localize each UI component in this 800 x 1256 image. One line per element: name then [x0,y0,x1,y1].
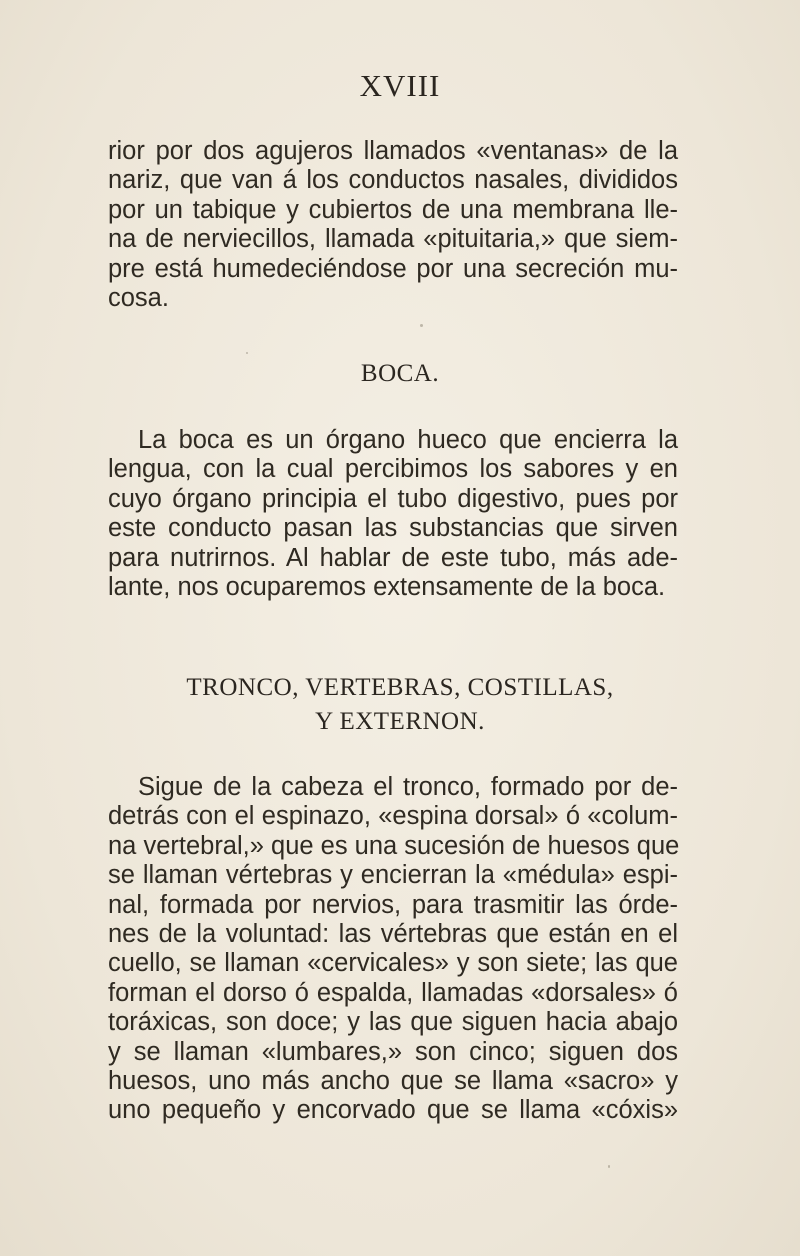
text-line: se llaman vértebras y encierran la «médula» espi- [108,861,678,890]
text-line: para nutrirnos. Al hablar de este tubo, más ade- [108,543,678,572]
text-line: cosa. [108,284,169,313]
text-line: nariz, que van á los conductos nasales, divididos [108,166,678,195]
section-heading-boca: BOCA. [360,360,440,387]
text-line: nes de la voluntad: las vértebras que están en el [108,920,678,949]
text-line: uno pequeño y encorvado que se llama «cóxis» [108,1096,678,1125]
text-line: por un tabique y cubiertos de una membrana lle- [108,195,678,224]
text-line: Sigue de la cabeza el tronco, formado por de- [138,773,678,801]
section-heading-tronco-line2: Y EXTERNON. [315,708,485,735]
text-line: detrás con el espinazo, «espina dorsal» ó «colum- [108,802,678,831]
text-line: cuello, se llaman «cervicales» y son siete; las que [108,949,678,978]
text-line: y se llaman «lumbares,» son cinco; siguen dos [108,1037,678,1066]
text-line: nal, formada por nervios, para trasmitir las órde- [108,890,678,919]
text-line: este conducto pasan las substancias que sirven [108,514,678,543]
text-line: huesos, uno más ancho que se llama «sacro» y [108,1067,678,1096]
ink-speck [608,1165,610,1168]
ink-speck [420,324,423,327]
text-line: toráxicas, son doce; y las que siguen hacia abajo [108,1008,678,1037]
page-number: XVIII [359,68,441,103]
paragraph-nose [108,137,678,313]
paragraph-mouth [108,426,678,602]
text-line: lengua, con la cual percibimos los sabores y en [108,455,678,484]
text-line: pre está humedeciéndose por una secreción mu- [108,254,678,283]
text-line: lante, nos ocuparemos extensamente de la boca. [108,573,666,602]
text-line: rior por dos agujeros llamados «ventanas» de la [108,137,678,165]
text-line: na vertebral,» que es una sucesión de huesos que [108,831,680,860]
text-line: forman el dorso ó espalda, llamadas «dorsales» ó [108,978,678,1007]
text-line: cuyo órgano principia el tubo digestivo, pues por [108,484,678,513]
text-line: La boca es un órgano hueco que encierra la [138,426,678,454]
section-heading-tronco: TRONCO, VERTEBRAS, COSTILLAS, [186,674,614,701]
text-line: na de nerviecillos, llamada «pituitaria,» que siem- [108,225,678,254]
paragraph-trunk [108,773,678,1126]
ink-speck [246,352,248,354]
